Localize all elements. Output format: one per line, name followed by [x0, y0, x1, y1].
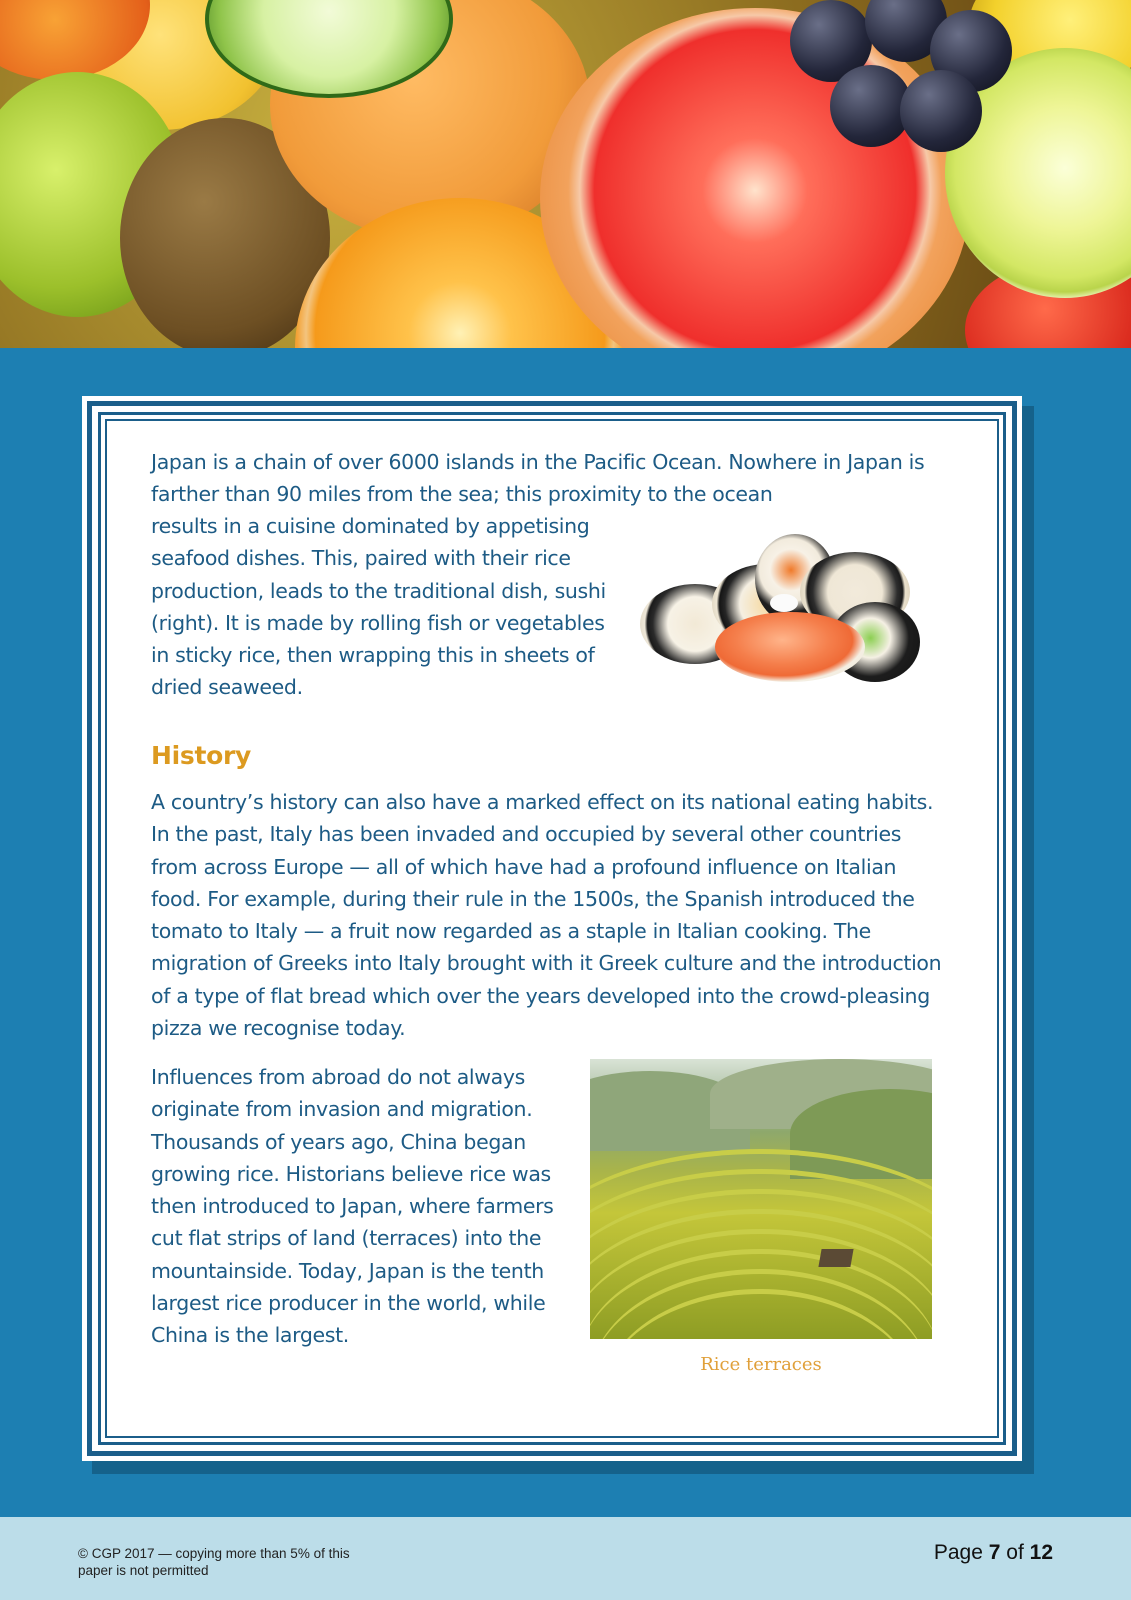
rice-terraces-image	[590, 1059, 932, 1339]
intro-paragraph-top: Japan is a chain of over 6000 islands in the Pacific Ocean. Nowhere in Japan is farther than 90 miles from the sea; this proximity to the ocean	[151, 450, 925, 507]
history-heading: History	[151, 741, 252, 770]
intro-paragraph-wrapped: results in a cuisine dominated by appetising seafood dishes. This, paired with their rice production, leads to the traditional dish, sushi (right). It is made by rolling fish or vegetables in sticky rice, then wrapping this in sheets of dried seaweed.	[151, 514, 606, 700]
page-of-label: of	[1006, 1541, 1024, 1564]
page-label: Page	[933, 1541, 983, 1564]
page-total: 12	[1029, 1541, 1053, 1564]
grapes-image	[770, 0, 1030, 130]
page-current: 7	[988, 1541, 1001, 1564]
fruit-banner-image	[0, 0, 1131, 348]
influences-paragraph: Influences from abroad do not always originate from invasion and migration. Thousands of years ago, China began growing rice. Historians believe rice was then introduced to Japan, where farmers cut flat strips of land (terraces) into the mountainside. Today, Japan is the tenth largest rice producer in the world, while China is the largest.	[151, 1065, 554, 1348]
content-card	[82, 396, 1022, 1461]
sushi-image	[620, 524, 920, 704]
page-footer	[0, 1517, 1131, 1600]
history-paragraph: A country’s history can also have a marked effect on its national eating habits. In the past, Italy has been invaded and occupied by several other countries from across Europe — all of which have had a profound influence on Italian food. For example, during their rule in the 1500s, the Spanish introduced the tomato to Italy — a fruit now regarded as a staple in Italian cooking. The migration of Greeks into Italy brought with it Greek culture and the introduction of a type of flat bread which over the years developed into the crowd-pleasing pizza we recognise today.	[151, 790, 942, 1041]
page-number	[934, 1541, 1053, 1565]
copyright-notice: © CGP 2017 — copying more than 5% of this paper is not permitted	[78, 1546, 350, 1578]
hut-image	[818, 1249, 853, 1267]
rice-terraces-caption: Rice terraces	[700, 1354, 822, 1375]
